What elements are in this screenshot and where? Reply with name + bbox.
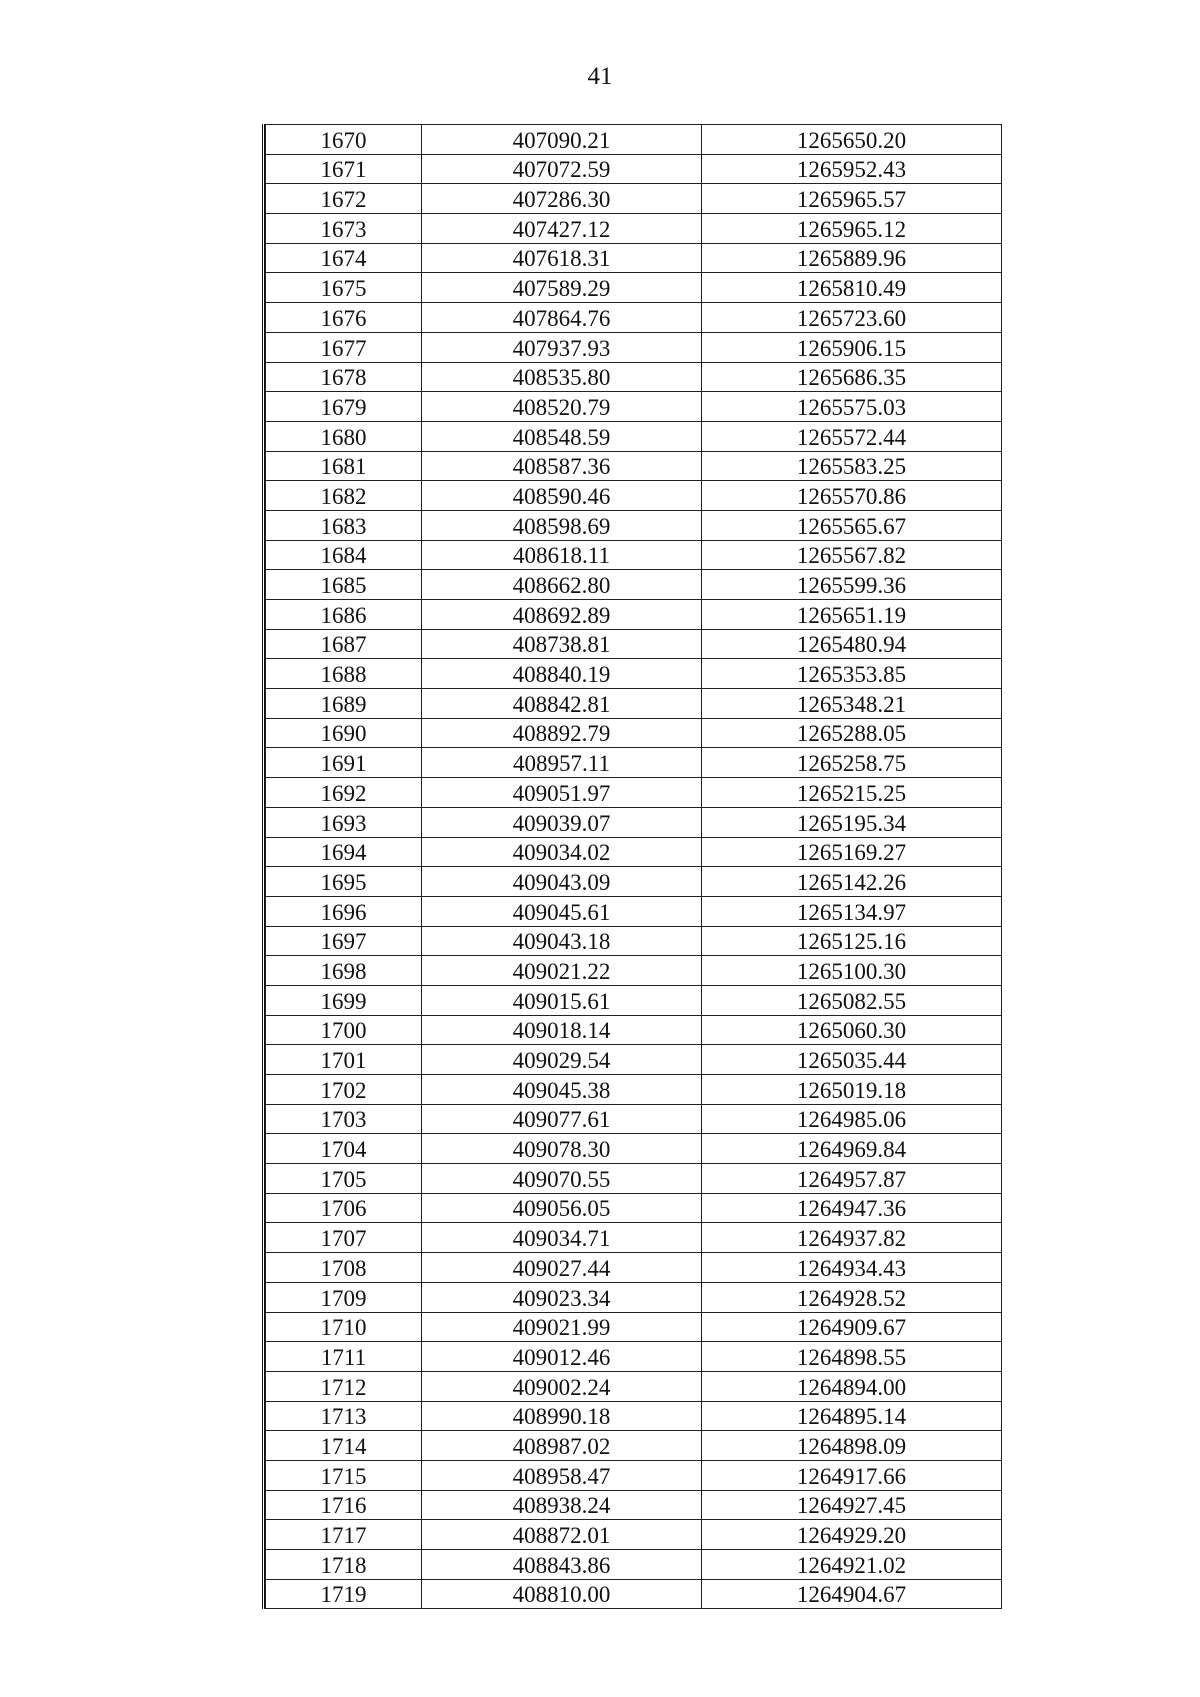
y-coordinate-cell: 1265723.60 (702, 303, 1002, 333)
y-coordinate-cell: 1264921.02 (702, 1550, 1002, 1580)
table-row (266, 451, 1002, 481)
x-coordinate-cell: 409034.02 (422, 837, 702, 867)
table-row (266, 184, 1002, 214)
table-row (266, 778, 1002, 808)
y-coordinate-cell: 1265599.36 (702, 570, 1002, 600)
y-coordinate-cell: 1264937.82 (702, 1223, 1002, 1253)
y-coordinate-cell: 1265952.43 (702, 154, 1002, 184)
y-coordinate-cell: 1265169.27 (702, 837, 1002, 867)
table-row (266, 125, 1002, 155)
y-coordinate-cell: 1265572.44 (702, 421, 1002, 451)
x-coordinate-cell: 409015.61 (422, 985, 702, 1015)
x-coordinate-cell: 409023.34 (422, 1282, 702, 1312)
x-coordinate-cell: 407589.29 (422, 273, 702, 303)
y-coordinate-cell: 1265575.03 (702, 392, 1002, 422)
point-number-cell: 1707 (266, 1223, 422, 1253)
x-coordinate-cell: 409056.05 (422, 1193, 702, 1223)
point-number-cell: 1706 (266, 1193, 422, 1223)
x-coordinate-cell: 408843.86 (422, 1550, 702, 1580)
table-row (266, 896, 1002, 926)
point-number-cell: 1673 (266, 214, 422, 244)
x-coordinate-cell: 409070.55 (422, 1164, 702, 1194)
y-coordinate-cell: 1265125.16 (702, 926, 1002, 956)
point-number-cell: 1672 (266, 184, 422, 214)
x-coordinate-cell: 409078.30 (422, 1134, 702, 1164)
table-row (266, 1015, 1002, 1045)
y-coordinate-cell: 1264929.20 (702, 1520, 1002, 1550)
point-number-cell: 1694 (266, 837, 422, 867)
table-row (266, 807, 1002, 837)
point-number-cell: 1691 (266, 748, 422, 778)
coordinate-table-body (266, 125, 1002, 1609)
point-number-cell: 1717 (266, 1520, 422, 1550)
point-number-cell: 1677 (266, 332, 422, 362)
point-number-cell: 1700 (266, 1015, 422, 1045)
point-number-cell: 1692 (266, 778, 422, 808)
table-row (266, 1371, 1002, 1401)
table-row (266, 481, 1002, 511)
point-number-cell: 1676 (266, 303, 422, 333)
point-number-cell: 1710 (266, 1312, 422, 1342)
y-coordinate-cell: 1265060.30 (702, 1015, 1002, 1045)
x-coordinate-cell: 408548.59 (422, 421, 702, 451)
y-coordinate-cell: 1265565.67 (702, 510, 1002, 540)
point-number-cell: 1679 (266, 392, 422, 422)
y-coordinate-cell: 1265215.25 (702, 778, 1002, 808)
point-number-cell: 1682 (266, 481, 422, 511)
table-row (266, 1045, 1002, 1075)
point-number-cell: 1695 (266, 867, 422, 897)
y-coordinate-cell: 1265810.49 (702, 273, 1002, 303)
table-row (266, 718, 1002, 748)
table-row (266, 332, 1002, 362)
table-row (266, 1579, 1002, 1609)
y-coordinate-cell: 1265567.82 (702, 540, 1002, 570)
x-coordinate-cell: 408872.01 (422, 1520, 702, 1550)
point-number-cell: 1689 (266, 689, 422, 719)
y-coordinate-cell: 1265651.19 (702, 600, 1002, 630)
table-row (266, 1223, 1002, 1253)
point-number-cell: 1681 (266, 451, 422, 481)
table-row (266, 926, 1002, 956)
x-coordinate-cell: 408957.11 (422, 748, 702, 778)
x-coordinate-cell: 408587.36 (422, 451, 702, 481)
point-number-cell: 1686 (266, 600, 422, 630)
x-coordinate-cell: 409027.44 (422, 1253, 702, 1283)
y-coordinate-cell: 1265583.25 (702, 451, 1002, 481)
table-row (266, 1490, 1002, 1520)
point-number-cell: 1684 (266, 540, 422, 570)
x-coordinate-cell: 408738.81 (422, 629, 702, 659)
y-coordinate-cell: 1265258.75 (702, 748, 1002, 778)
x-coordinate-cell: 407937.93 (422, 332, 702, 362)
table-row (266, 1104, 1002, 1134)
point-number-cell: 1670 (266, 125, 422, 155)
point-number-cell: 1678 (266, 362, 422, 392)
x-coordinate-cell: 409045.38 (422, 1075, 702, 1105)
table-row (266, 1253, 1002, 1283)
x-coordinate-cell: 408598.69 (422, 510, 702, 540)
y-coordinate-cell: 1265480.94 (702, 629, 1002, 659)
point-number-cell: 1690 (266, 718, 422, 748)
table-row (266, 1460, 1002, 1490)
page-number: 41 (587, 63, 613, 90)
point-number-cell: 1671 (266, 154, 422, 184)
y-coordinate-cell: 1265906.15 (702, 332, 1002, 362)
x-coordinate-cell: 408842.81 (422, 689, 702, 719)
point-number-cell: 1715 (266, 1460, 422, 1490)
table-row (266, 540, 1002, 570)
x-coordinate-cell: 408938.24 (422, 1490, 702, 1520)
point-number-cell: 1683 (266, 510, 422, 540)
x-coordinate-cell: 409012.46 (422, 1342, 702, 1372)
point-number-cell: 1688 (266, 659, 422, 689)
x-coordinate-cell: 409021.99 (422, 1312, 702, 1342)
x-coordinate-cell: 408840.19 (422, 659, 702, 689)
table-row (266, 1401, 1002, 1431)
y-coordinate-cell: 1264969.84 (702, 1134, 1002, 1164)
x-coordinate-cell: 408958.47 (422, 1460, 702, 1490)
table-row (266, 214, 1002, 244)
y-coordinate-cell: 1265570.86 (702, 481, 1002, 511)
table-row (266, 421, 1002, 451)
y-coordinate-cell: 1265082.55 (702, 985, 1002, 1015)
table-row (266, 303, 1002, 333)
y-coordinate-cell: 1265686.35 (702, 362, 1002, 392)
x-coordinate-cell: 408987.02 (422, 1431, 702, 1461)
x-coordinate-cell: 409002.24 (422, 1371, 702, 1401)
y-coordinate-cell: 1265035.44 (702, 1045, 1002, 1075)
point-number-cell: 1696 (266, 896, 422, 926)
x-coordinate-cell: 409018.14 (422, 1015, 702, 1045)
x-coordinate-cell: 407427.12 (422, 214, 702, 244)
y-coordinate-cell: 1265348.21 (702, 689, 1002, 719)
point-number-cell: 1709 (266, 1282, 422, 1312)
y-coordinate-cell: 1264927.45 (702, 1490, 1002, 1520)
table-row (266, 154, 1002, 184)
x-coordinate-cell: 408535.80 (422, 362, 702, 392)
x-coordinate-cell: 409045.61 (422, 896, 702, 926)
point-number-cell: 1705 (266, 1164, 422, 1194)
table-row (266, 748, 1002, 778)
table-row (266, 1431, 1002, 1461)
table-row (266, 629, 1002, 659)
point-number-cell: 1719 (266, 1579, 422, 1609)
point-number-cell: 1698 (266, 956, 422, 986)
table-row (266, 985, 1002, 1015)
table-row (266, 510, 1002, 540)
y-coordinate-cell: 1264947.36 (702, 1193, 1002, 1223)
table-row (266, 867, 1002, 897)
y-coordinate-cell: 1264894.00 (702, 1371, 1002, 1401)
point-number-cell: 1712 (266, 1371, 422, 1401)
x-coordinate-cell: 407090.21 (422, 125, 702, 155)
y-coordinate-cell: 1265134.97 (702, 896, 1002, 926)
table-row (266, 956, 1002, 986)
point-number-cell: 1675 (266, 273, 422, 303)
table-row (266, 1550, 1002, 1580)
table-row (266, 600, 1002, 630)
table-row (266, 1520, 1002, 1550)
point-number-cell: 1716 (266, 1490, 422, 1520)
x-coordinate-cell: 409034.71 (422, 1223, 702, 1253)
y-coordinate-cell: 1265889.96 (702, 243, 1002, 273)
x-coordinate-cell: 407864.76 (422, 303, 702, 333)
point-number-cell: 1687 (266, 629, 422, 659)
table-row (266, 570, 1002, 600)
table-row (266, 1134, 1002, 1164)
point-number-cell: 1699 (266, 985, 422, 1015)
x-coordinate-cell: 408810.00 (422, 1579, 702, 1609)
table-row (266, 1342, 1002, 1372)
table-row (266, 659, 1002, 689)
point-number-cell: 1697 (266, 926, 422, 956)
y-coordinate-cell: 1265288.05 (702, 718, 1002, 748)
point-number-cell: 1702 (266, 1075, 422, 1105)
x-coordinate-cell: 408590.46 (422, 481, 702, 511)
point-number-cell: 1685 (266, 570, 422, 600)
coordinate-table (265, 124, 1002, 1609)
x-coordinate-cell: 407072.59 (422, 154, 702, 184)
x-coordinate-cell: 409029.54 (422, 1045, 702, 1075)
x-coordinate-cell: 409077.61 (422, 1104, 702, 1134)
y-coordinate-cell: 1265100.30 (702, 956, 1002, 986)
y-coordinate-cell: 1264934.43 (702, 1253, 1002, 1283)
y-coordinate-cell: 1264904.67 (702, 1579, 1002, 1609)
y-coordinate-cell: 1264898.55 (702, 1342, 1002, 1372)
x-coordinate-cell: 408618.11 (422, 540, 702, 570)
y-coordinate-cell: 1264895.14 (702, 1401, 1002, 1431)
x-coordinate-cell: 409021.22 (422, 956, 702, 986)
y-coordinate-cell: 1264957.87 (702, 1164, 1002, 1194)
point-number-cell: 1713 (266, 1401, 422, 1431)
point-number-cell: 1711 (266, 1342, 422, 1372)
table-row (266, 392, 1002, 422)
table-row (266, 1282, 1002, 1312)
table-row (266, 243, 1002, 273)
x-coordinate-cell: 408662.80 (422, 570, 702, 600)
x-coordinate-cell: 407618.31 (422, 243, 702, 273)
y-coordinate-cell: 1265965.12 (702, 214, 1002, 244)
table-row (266, 1312, 1002, 1342)
y-coordinate-cell: 1265650.20 (702, 125, 1002, 155)
point-number-cell: 1704 (266, 1134, 422, 1164)
y-coordinate-cell: 1265142.26 (702, 867, 1002, 897)
y-coordinate-cell: 1264985.06 (702, 1104, 1002, 1134)
y-coordinate-cell: 1265019.18 (702, 1075, 1002, 1105)
x-coordinate-cell: 409051.97 (422, 778, 702, 808)
table-row (266, 689, 1002, 719)
y-coordinate-cell: 1264909.67 (702, 1312, 1002, 1342)
y-coordinate-cell: 1265965.57 (702, 184, 1002, 214)
y-coordinate-cell: 1264928.52 (702, 1282, 1002, 1312)
point-number-cell: 1703 (266, 1104, 422, 1134)
point-number-cell: 1674 (266, 243, 422, 273)
table-row (266, 1164, 1002, 1194)
point-number-cell: 1718 (266, 1550, 422, 1580)
y-coordinate-cell: 1265195.34 (702, 807, 1002, 837)
table-row (266, 273, 1002, 303)
point-number-cell: 1708 (266, 1253, 422, 1283)
table-row (266, 1075, 1002, 1105)
x-coordinate-cell: 409043.09 (422, 867, 702, 897)
table-row (266, 362, 1002, 392)
x-coordinate-cell: 408990.18 (422, 1401, 702, 1431)
point-number-cell: 1701 (266, 1045, 422, 1075)
x-coordinate-cell: 408892.79 (422, 718, 702, 748)
table-row (266, 837, 1002, 867)
x-coordinate-cell: 409039.07 (422, 807, 702, 837)
x-coordinate-cell: 409043.18 (422, 926, 702, 956)
y-coordinate-cell: 1264898.09 (702, 1431, 1002, 1461)
x-coordinate-cell: 408692.89 (422, 600, 702, 630)
point-number-cell: 1693 (266, 807, 422, 837)
point-number-cell: 1714 (266, 1431, 422, 1461)
x-coordinate-cell: 407286.30 (422, 184, 702, 214)
table-row (266, 1193, 1002, 1223)
y-coordinate-cell: 1264917.66 (702, 1460, 1002, 1490)
y-coordinate-cell: 1265353.85 (702, 659, 1002, 689)
x-coordinate-cell: 408520.79 (422, 392, 702, 422)
coordinate-table-container (262, 124, 1001, 1609)
point-number-cell: 1680 (266, 421, 422, 451)
